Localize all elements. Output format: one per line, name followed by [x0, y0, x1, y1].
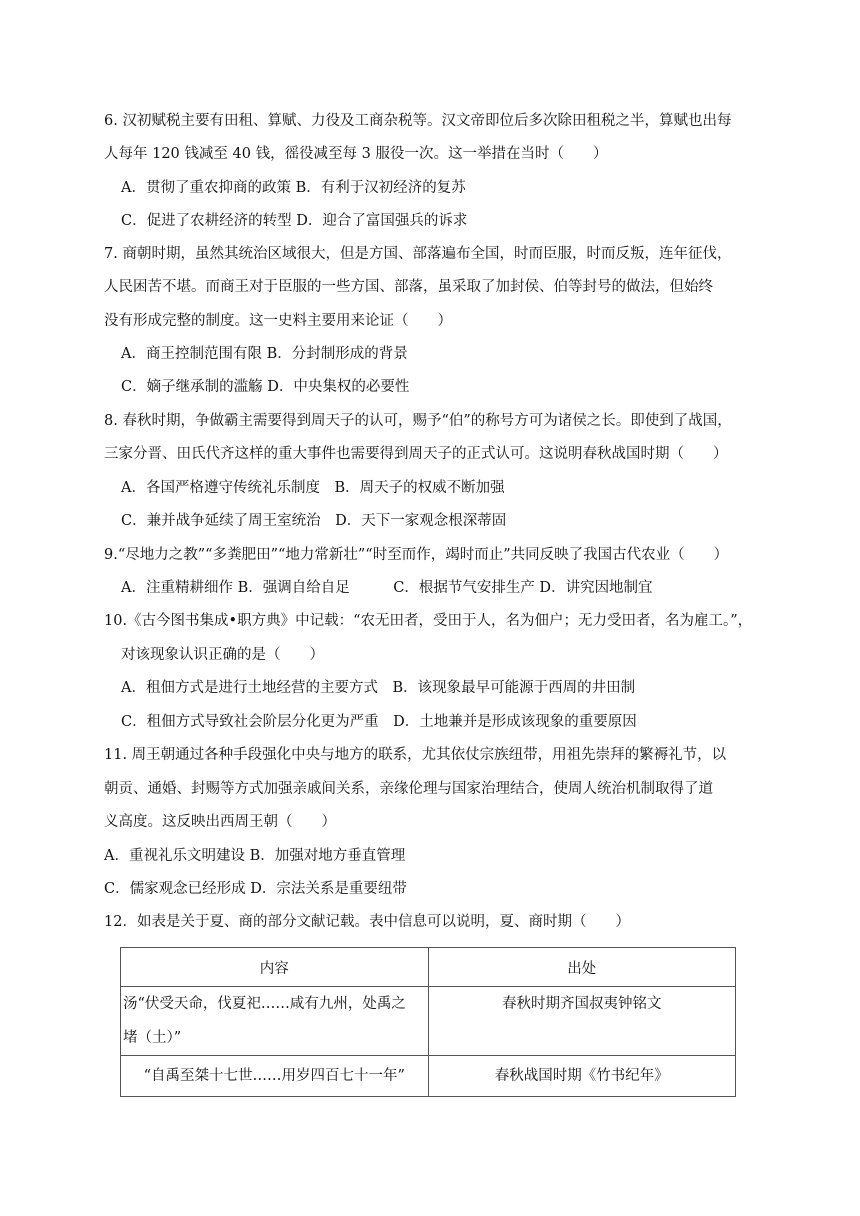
table-row [121, 987, 736, 1056]
literature-table [120, 947, 736, 1097]
question-9-options-1: A．注重精耕细作 B．强调自给自足 C．根据节气安排生产 D．讲究因地制宜 [121, 580, 653, 596]
question-11-options-1: A．重视礼乐文明建设 B．加强对地方垂直管理 [104, 848, 406, 864]
question-6-options-1: A．贯彻了重农抑商的政策 B．有利于汉初经济的复苏 [121, 180, 466, 196]
question-10-options-2: C．租佃方式导致社会阶层分化更为严重 D．土地兼并是形成该现象的重要原因 [121, 714, 637, 730]
question-10-line-2: 对该现象认识正确的是（ ） [121, 647, 324, 663]
question-8-options-1: A．各国严格遵守传统礼乐制度 B．周天子的权威不断加强 [121, 480, 505, 496]
question-11-line-2: 朝贡、通婚、封赐等方式加强亲戚间关系，亲缘伦理与国家治理结合，使周人统治机制取得了道 [104, 781, 713, 797]
table-header-content: 内容 [121, 948, 429, 987]
question-8-options-2: C．兼并战争延续了周王室统治 D．天下一家观念根深蒂固 [121, 513, 507, 529]
question-6-line-1: 6. 汉初赋税主要有田租、算赋、力役及工商杂税等。汉文帝即位后多次除田租税之半，算赋也出每 [104, 113, 732, 129]
table-cell-content-line: 汤“伏受天命，伐夏祀……咸有九州，处禹之 [123, 996, 406, 1012]
question-6-options-2: C．促进了农耕经济的转型 D．迎合了富国强兵的诉求 [121, 213, 468, 229]
question-7-options-2: C．嫡子继承制的滥觞 D．中央集权的必要性 [121, 379, 410, 395]
question-11-options-2: C．儒家观念已经形成 D．宗法关系是重要纽带 [104, 881, 407, 897]
question-7-line-3: 没有形成完整的制度。这一史料主要用来论证（ ） [104, 313, 452, 329]
question-10-options-1: A．租佃方式是进行土地经营的主要方式 B．该现象最早可能源于西周的井田制 [121, 680, 636, 696]
table-cell-content: “自禹至桀十七世……用岁四百七十一年” [121, 1056, 429, 1097]
table-row [121, 1056, 736, 1097]
table-cell-content-line: 堵（土）” [123, 1030, 182, 1046]
question-10-line-1: 10.《古今图书集成•职方典》中记载：“农无田者，受田于人，名为佃户；无力受田者，名为雇工。”， [104, 613, 753, 629]
question-12-line-1: 12．如表是关于夏、商的部分文献记载。表中信息可以说明，夏、商时期（ ） [104, 914, 630, 930]
question-11-line-3: 义高度。这反映出西周王朝（ ） [104, 814, 336, 830]
question-7-line-2: 人民困苦不堪。而商王对于臣服的一些方国、部落，虽采取了加封侯、伯等封号的做法，但始终 [104, 279, 713, 295]
question-8-line-2: 三家分晋、田氏代齐这样的重大事件也需要得到周天子的正式认可。这说明春秋战国时期（ ） [104, 446, 728, 462]
question-7-line-1: 7. 商朝时期，虽然其统治区域很大，但是方国、部落遍布全国，时而臣服，时而反叛，连年征伐， [104, 246, 732, 262]
table-cell-content [121, 987, 429, 1056]
table-header-source: 出处 [428, 948, 735, 987]
question-11-line-1: 11. 周王朝通过各种手段强化中央与地方的联系，尤其依仗宗族纽带，用祖先崇拜的繁褥礼节，以 [104, 747, 727, 763]
table-header-row [121, 948, 736, 987]
question-7-options-1: A．商王控制范围有限 B．分封制形成的背景 [121, 346, 408, 362]
question-9-line-1: 9.“尽地力之教”“多粪肥田”“地力常新壮”“时至而作，竭时而止”共同反映了我国古代农业（ ） [104, 547, 729, 563]
table-cell-source: 春秋战国时期《竹书纪年》 [428, 1056, 735, 1097]
question-8-line-1: 8. 春秋时期，争做霸主需要得到周天子的认可，赐予“伯”的称号方可为诸侯之长。即使到了战国， [104, 413, 732, 429]
table-cell-source: 春秋时期齐国叔夷钟铭文 [428, 987, 735, 1056]
question-6-line-2: 人每年 120 钱减至 40 钱，徭役减至每 3 服役一次。这一举措在当时（ ） [104, 146, 608, 162]
